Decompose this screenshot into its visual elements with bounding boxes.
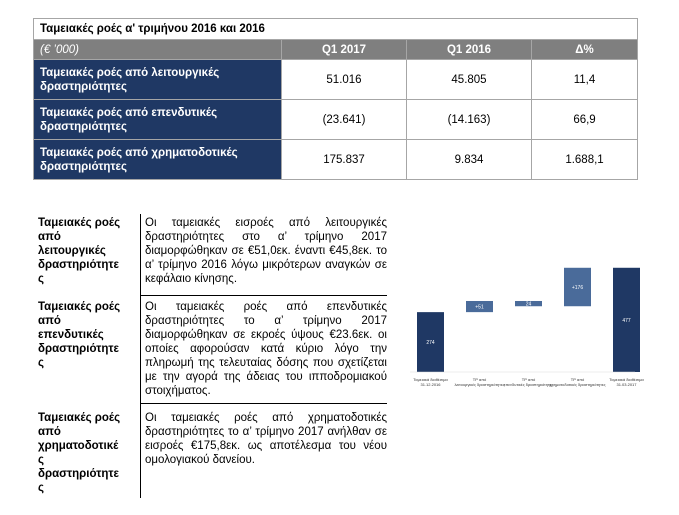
cash-flow-table — [33, 18, 638, 180]
cash-waterfall-chart — [395, 255, 644, 405]
category-label-2: επενδυτικές δραστηριότητες — [503, 382, 554, 387]
section-label-operating — [38, 216, 134, 286]
label-line: ς — [38, 482, 44, 494]
bar-label-2: 24 — [525, 301, 532, 308]
label-line: λειτουργικές — [38, 245, 106, 257]
label-line: Ταμειακές ροές — [38, 301, 121, 313]
category-label-1: ΤΡ από — [472, 377, 487, 382]
cell-q1-2016: (14.163) — [407, 100, 532, 140]
row-label: Ταμειακές ροές από λειτουργικές δραστηριότητες — [34, 60, 282, 100]
label-line: ς — [38, 454, 44, 466]
section-divider — [140, 403, 387, 404]
label-line: ς — [38, 357, 44, 369]
row-label: Ταμειακές ροές από επενδυτικές δραστηριότητες — [34, 100, 282, 140]
category-label-2: ΤΡ από — [521, 377, 536, 382]
label-line: επενδυτικές — [38, 329, 104, 341]
cell-q1-2016: 45.805 — [407, 60, 532, 100]
col-header-delta: Δ% — [532, 40, 638, 60]
label-line: από — [38, 315, 61, 327]
bar-label-0: 274 — [426, 340, 435, 347]
row-label: Ταμειακές ροές από χρηματοδοτικές δραστηριότητες — [34, 140, 282, 180]
category-label-0: Ταμειακά διαθέσιμα — [413, 377, 448, 382]
table-header-row — [34, 40, 638, 60]
cell-q1-2017: 51.016 — [282, 60, 407, 100]
label-line: από — [38, 426, 61, 438]
section-text-investing: Οι ταμειακές ροές από επενδυτικές δραστηριότητες το α’ τρίμηνο 2017 διαμορφώθηκαν σε εκροές ύψους €23.6εκ. οι οποίες αφορούσαν κατά κύριο λόγο την πληρωμή της τελευταίας δόσης που σχετίζεται με την αγορά της άδειας του ιπποδρομιακού στοιχήματος. — [145, 301, 387, 397]
cell-q1-2016: 9.834 — [407, 140, 532, 180]
label-line: Ταμειακές ροές — [38, 217, 121, 229]
cell-delta: 1.688,1 — [532, 140, 638, 180]
category-label-0: 31.12.2016 — [420, 382, 441, 387]
col-header-q1-2017: Q1 2017 — [282, 40, 407, 60]
label-line: από — [38, 231, 61, 243]
bar-label-4: 477 — [622, 317, 631, 324]
label-line: Ταμειακές ροές — [38, 412, 121, 424]
category-label-3: ΤΡ από — [570, 377, 585, 382]
label-line: δραστηριότητε — [38, 343, 119, 355]
unit-header: (€ ’000) — [34, 40, 282, 60]
cell-delta: 11,4 — [532, 60, 638, 100]
label-line: δραστηριότητε — [38, 259, 119, 271]
section-divider — [140, 295, 387, 296]
table-row — [34, 60, 638, 100]
label-line: χρηματοδοτικέ — [38, 440, 119, 452]
cell-q1-2017: 175.837 — [282, 140, 407, 180]
col-header-q1-2016: Q1 2016 — [407, 40, 532, 60]
section-text-financing: Οι ταμειακές ροές από χρηματοδοτικές δραστηριότητες το α’ τρίμηνο 2017 ανήλθαν σε εισροές €175,8εκ. ως αποτέλεσμα του νέου ομολογιακού δανείου. — [145, 412, 387, 466]
table-row — [34, 100, 638, 140]
section-label-financing — [38, 411, 134, 495]
table-row — [34, 140, 638, 180]
label-line: ς — [38, 273, 44, 285]
category-label-1: λειτουργικές δραστηριότητες — [454, 382, 505, 387]
cell-delta: 66,9 — [532, 100, 638, 140]
bar-label-1: +51 — [475, 304, 484, 311]
category-label-4: Ταμειακά διαθέσιμα — [609, 377, 644, 382]
section-label-investing — [38, 300, 134, 370]
label-line: δραστηριότητε — [38, 468, 119, 480]
section-text-operating: Οι ταμειακές εισροές από λειτουργικές δραστηριότητες στο α’ τρίμηνο 2017 διαμορφώθηκαν σε €51,0εκ. έναντι €45,8εκ. το α’ τρίμηνο 2016 λόγω μικρότερων αναγκών σε κεφάλαιο κίνησης. — [145, 217, 387, 285]
bar-label-3: +176 — [571, 285, 584, 292]
table-title: Ταμειακές ροές α' τριμήνου 2016 και 2016 — [34, 19, 638, 40]
column-divider — [140, 214, 141, 498]
category-label-3: χρηματοδοτικές δραστηριότητες — [549, 382, 606, 387]
category-label-4: 31.03.2017 — [616, 382, 637, 387]
cell-q1-2017: (23.641) — [282, 100, 407, 140]
